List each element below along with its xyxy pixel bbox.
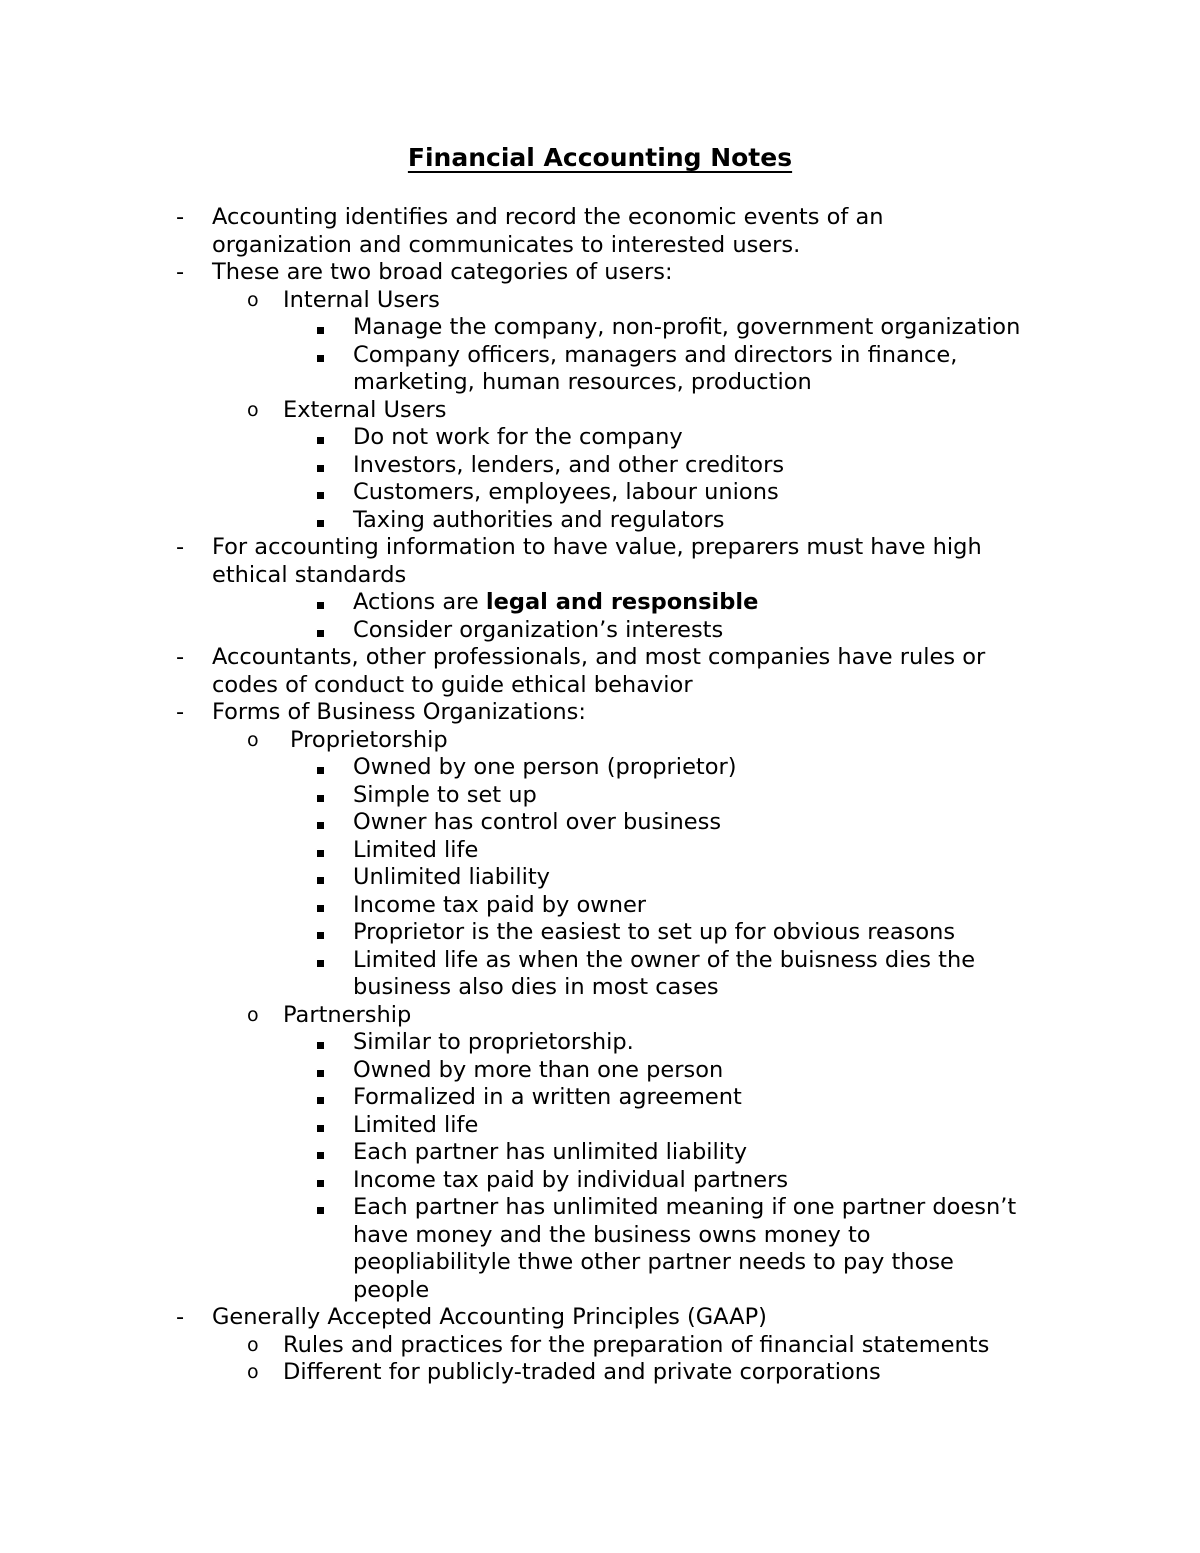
list-item: [0, 617, 1200, 645]
list-item-text: [353, 919, 1200, 947]
list-item-line: Limited life: [353, 836, 479, 863]
list-item-text: [353, 314, 1200, 342]
square-bullet-icon: [317, 1167, 324, 1195]
list-item: [0, 314, 1200, 342]
circle-bullet: o: [247, 1003, 259, 1026]
circle-bullet: o: [247, 288, 259, 311]
list-item: [0, 837, 1200, 865]
list-item-line: organization and communicates to interested users.: [212, 231, 801, 258]
list-item: [0, 1084, 1200, 1112]
list-item-line: codes of conduct to guide ethical behavior: [212, 671, 693, 698]
list-item-line: people: [353, 1276, 430, 1303]
list-item-line: Proprietor is the easiest to set up for obvious reasons: [353, 919, 956, 945]
list-item-line: peopliabilityle thwe other partner needs to pay those: [353, 1249, 954, 1275]
list-item-text: [353, 342, 1200, 397]
list-item-line: have money and the business owns money to: [353, 1221, 871, 1248]
list-item-line: Owned by one person (proprietor): [353, 754, 737, 780]
list-item-line: Investors, lenders, and other creditors: [353, 451, 785, 478]
list-item-line: Unlimited liability: [353, 864, 550, 890]
list-item-line: Different for publicly-traded and private corporations: [283, 1359, 881, 1385]
list-item: [0, 1029, 1200, 1057]
list-item-line: Income tax paid by owner: [353, 891, 647, 918]
list-item-line: Internal Users: [283, 286, 440, 313]
dash-bullet: -: [176, 1304, 185, 1330]
list-item: [0, 534, 1200, 589]
list-item-line: For accounting information to have value, preparers must have high: [212, 534, 982, 560]
list-item: [0, 1359, 1200, 1387]
list-item-line: [353, 589, 1200, 617]
dash-bullet: -: [176, 534, 185, 560]
square-bullet-icon: [317, 424, 324, 452]
list-item: [0, 589, 1200, 617]
list-item-text: [353, 1194, 1200, 1304]
list-item-text: [353, 1084, 1200, 1112]
list-item-text: [283, 287, 1200, 315]
list-item: [0, 342, 1200, 397]
list-item-text: [353, 837, 1200, 865]
square-bullet-icon: [317, 754, 324, 782]
list-item: [0, 1167, 1200, 1195]
list-item-text: [353, 507, 1200, 535]
square-bullet-icon: [317, 809, 324, 837]
list-item: [0, 1194, 1200, 1304]
list-item-text: [212, 534, 1200, 589]
list-item-line: Taxing authorities and regulators: [353, 506, 725, 533]
list-item-line: External Users: [283, 396, 447, 423]
list-item-text: [212, 644, 1200, 699]
dash-bullet: -: [176, 699, 185, 725]
list-item-text: [353, 1167, 1200, 1195]
list-item-text: [290, 727, 1200, 755]
dash-bullet: -: [176, 644, 185, 670]
list-item-text: [353, 947, 1200, 1002]
square-bullet-icon: [317, 507, 324, 535]
list-item-line: Owner has control over business: [353, 809, 722, 835]
list-item-text: [212, 699, 1200, 727]
circle-bullet: o: [247, 728, 259, 751]
list-item-text: [353, 452, 1200, 480]
list-item-line: Forms of Business Organizations:: [212, 699, 586, 725]
list-item: [0, 782, 1200, 810]
square-bullet-icon: [317, 589, 324, 617]
list-item: [0, 727, 1200, 755]
notes-list: [0, 204, 1200, 1387]
list-item-line: Simple to set up: [353, 781, 537, 808]
list-item-text: [353, 754, 1200, 782]
list-item-line: Company officers, managers and directors in finance,: [353, 341, 958, 368]
list-item-line: Owned by more than one person: [353, 1056, 724, 1083]
square-bullet-icon: [317, 1057, 324, 1085]
list-item-line: marketing, human resources, production: [353, 369, 812, 395]
list-item-line: Accountants, other professionals, and most companies have rules or: [212, 644, 986, 670]
list-item-text: [283, 1332, 1200, 1360]
list-item-prefix: Actions are: [353, 589, 486, 615]
list-item-text: [353, 1057, 1200, 1085]
list-item-line: Similar to proprietorship.: [353, 1029, 634, 1055]
list-item-line: Consider organization’s interests: [353, 616, 724, 643]
list-item: [0, 754, 1200, 782]
square-bullet-icon: [317, 1084, 324, 1112]
list-item-line: Each partner has unlimited liability: [353, 1139, 748, 1165]
list-item-text: [353, 1112, 1200, 1140]
list-item: [0, 919, 1200, 947]
square-bullet-icon: [317, 947, 324, 975]
list-item-line: Limited life: [353, 1111, 479, 1138]
list-item: [0, 287, 1200, 315]
list-item-text: [353, 479, 1200, 507]
square-bullet-icon: [317, 314, 324, 342]
list-item-line: Rules and practices for the preparation of financial statements: [283, 1331, 990, 1358]
list-item-text: [353, 809, 1200, 837]
list-item-line: business also dies in most cases: [353, 974, 719, 1000]
square-bullet-icon: [317, 1029, 324, 1057]
list-item: [0, 1057, 1200, 1085]
square-bullet-icon: [317, 452, 324, 480]
list-item: [0, 1332, 1200, 1360]
list-item-line: Customers, employees, labour unions: [353, 479, 779, 505]
list-item-line: Generally Accepted Accounting Principles (GAAP): [212, 1304, 767, 1330]
list-item-text: [353, 1029, 1200, 1057]
square-bullet-icon: [317, 864, 324, 892]
circle-bullet: o: [247, 1333, 259, 1356]
square-bullet-icon: [317, 1112, 324, 1140]
list-item-text: [212, 1304, 1200, 1332]
list-item-text: [353, 864, 1200, 892]
square-bullet-icon: [317, 782, 324, 810]
square-bullet-icon: [317, 919, 324, 947]
list-item-text: [353, 617, 1200, 645]
list-item-line: Do not work for the company: [353, 424, 683, 450]
list-item-text: [283, 1002, 1200, 1030]
list-item: [0, 864, 1200, 892]
square-bullet-icon: [317, 1139, 324, 1167]
page-title: Financial Accounting Notes: [407, 143, 793, 172]
dash-bullet: -: [176, 204, 185, 230]
list-item: [0, 259, 1200, 287]
list-item: [0, 1304, 1200, 1332]
list-item-line: Manage the company, non-profit, government organization: [353, 314, 1021, 340]
list-item-line: These are two broad categories of users:: [212, 259, 673, 285]
list-item: [0, 947, 1200, 1002]
list-item-text: [353, 892, 1200, 920]
list-item-line: Limited life as when the owner of the buisness dies the: [353, 946, 976, 973]
square-bullet-icon: [317, 837, 324, 865]
list-item-line: Income tax paid by individual partners: [353, 1166, 789, 1193]
list-item: [0, 1002, 1200, 1030]
list-item: [0, 424, 1200, 452]
list-item-line: Formalized in a written agreement: [353, 1084, 742, 1110]
list-item: [0, 479, 1200, 507]
list-item: [0, 644, 1200, 699]
list-item-emphasis: legal and responsible: [485, 589, 759, 615]
list-item: [0, 699, 1200, 727]
square-bullet-icon: [317, 342, 324, 370]
square-bullet-icon: [317, 617, 324, 645]
list-item: [0, 892, 1200, 920]
list-item: [0, 809, 1200, 837]
list-item-line: Accounting identifies and record the economic events of an: [212, 204, 884, 230]
list-item-text: [212, 204, 1200, 259]
circle-bullet: o: [247, 1361, 259, 1383]
list-item-text: [353, 782, 1200, 810]
list-item: [0, 452, 1200, 480]
dash-bullet: -: [176, 259, 185, 285]
square-bullet-icon: [317, 1194, 324, 1222]
list-item-line: Each partner has unlimited meaning if one partner doesn’t: [353, 1194, 1017, 1220]
list-item: [0, 1112, 1200, 1140]
list-item-line: ethical standards: [212, 561, 407, 588]
list-item: [0, 204, 1200, 259]
list-item: [0, 507, 1200, 535]
square-bullet-icon: [317, 892, 324, 920]
list-item-text: [353, 1139, 1200, 1167]
list-item: [0, 397, 1200, 425]
square-bullet-icon: [317, 479, 324, 507]
list-item-text: [353, 424, 1200, 452]
list-item-text: [283, 397, 1200, 425]
list-item: [0, 1139, 1200, 1167]
list-item-line: Partnership: [283, 1001, 412, 1028]
list-item-text: [283, 1359, 1200, 1387]
list-item-text: [212, 259, 1200, 287]
list-item-text: [353, 589, 1200, 617]
list-item-line: Proprietorship: [290, 726, 448, 753]
circle-bullet: o: [247, 398, 259, 421]
